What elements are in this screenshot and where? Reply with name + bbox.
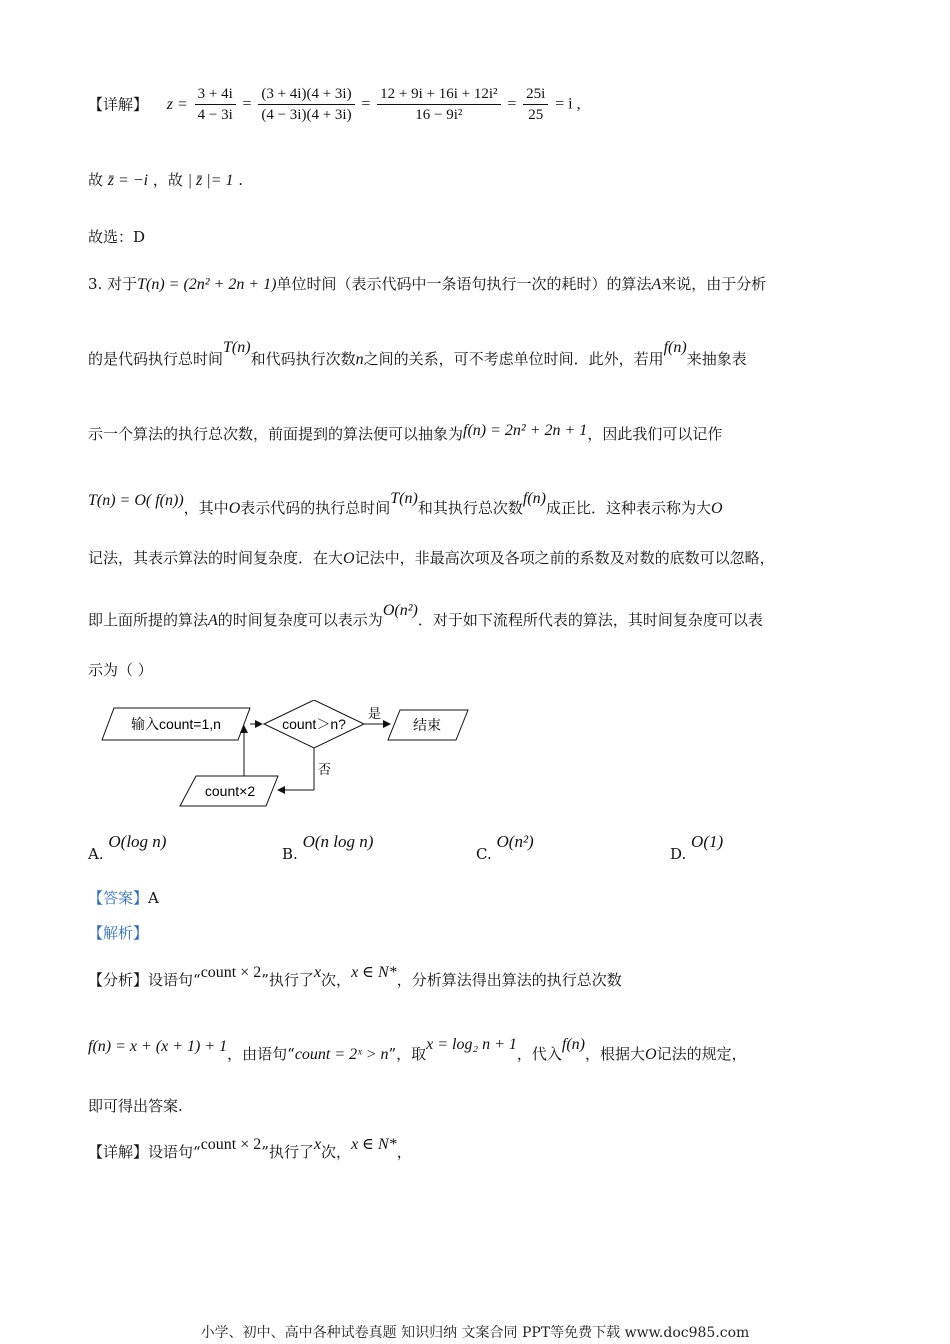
equals-sign: = bbox=[242, 95, 252, 113]
text: 次， bbox=[321, 1143, 352, 1161]
analysis-line-2 bbox=[88, 1036, 747, 1065]
answer-choice: 故选：D bbox=[88, 228, 146, 246]
option-label: A. bbox=[88, 845, 104, 863]
option-label: B. bbox=[282, 845, 298, 863]
answer-line bbox=[88, 888, 159, 908]
text: 的时间复杂度可以表示为 bbox=[217, 611, 383, 629]
math: O bbox=[228, 500, 241, 517]
text: 单位时间（表示代码中一条语句执行一次的耗时）的算法 bbox=[276, 275, 652, 293]
q3-line-7: 示为（ ） bbox=[88, 661, 153, 679]
no-label: 否 bbox=[318, 763, 332, 778]
math: f(n) = 2n² + 2n + 1 bbox=[463, 422, 588, 439]
flowchart bbox=[100, 700, 480, 810]
text: ，代入 bbox=[516, 1045, 562, 1063]
text: 【分析】 bbox=[88, 971, 149, 989]
result: = i , bbox=[555, 95, 581, 113]
text: ，因此我们可以记作 bbox=[587, 425, 723, 443]
math: T(n) bbox=[223, 339, 251, 356]
text: 记法，其表示算法的时间复杂度．在大 bbox=[88, 549, 344, 567]
text: 即上面所提的算法 bbox=[88, 611, 209, 629]
option-b[interactable] bbox=[282, 832, 374, 863]
option-label: D. bbox=[670, 845, 687, 863]
math: O bbox=[343, 550, 355, 567]
input-label: 输入count=1,n bbox=[131, 716, 221, 732]
fraction-1: $\frac{3 + 4i}{4 - 3i}$ bbox=[195, 84, 236, 125]
q3-line-5 bbox=[88, 548, 775, 569]
end-label: 结束 bbox=[413, 718, 441, 734]
page-footer: 小学、初中、高中各种试卷真题 知识归纳 文案合同 PPT等免费下载 www.doc985.com bbox=[200, 1325, 750, 1341]
analysis-line-1 bbox=[88, 964, 622, 991]
math: f(n) bbox=[561, 1036, 585, 1053]
option-d[interactable] bbox=[670, 832, 724, 863]
math: O bbox=[710, 500, 723, 517]
text: 和其执行总次数 bbox=[417, 499, 523, 517]
math: x bbox=[313, 964, 322, 981]
text: 来抽象表 bbox=[686, 350, 747, 368]
text: 成正比．这种表示称为大 bbox=[545, 499, 711, 517]
math: O bbox=[645, 1046, 657, 1063]
math: A bbox=[651, 276, 662, 293]
answer-label: 【答案】 bbox=[88, 889, 149, 907]
option-expr: O(n²) bbox=[496, 832, 534, 851]
answer-value: A bbox=[148, 889, 159, 907]
math: count × 2 bbox=[200, 1136, 262, 1153]
q3-line-3 bbox=[88, 424, 722, 445]
math: x = log₂ n + 1 bbox=[426, 1036, 517, 1053]
math: T(n) bbox=[390, 490, 418, 507]
q3-line-2 bbox=[88, 339, 747, 370]
text: 设语句“ bbox=[148, 971, 201, 989]
option-c[interactable] bbox=[476, 832, 534, 863]
q3-line-4 bbox=[88, 490, 723, 519]
text: ，分析算法得出算法的执行总次数 bbox=[396, 971, 622, 989]
math: count = 2ˣ > n bbox=[294, 1046, 389, 1063]
math: T(n) = O( f(n)) bbox=[88, 492, 184, 509]
option-expr: O(n log n) bbox=[302, 832, 374, 851]
text: 来说，由于分析 bbox=[661, 275, 767, 293]
option-expr: O(1) bbox=[691, 832, 724, 851]
option-a[interactable] bbox=[88, 832, 167, 863]
detail-label: 【详解】 bbox=[88, 95, 149, 114]
math: f(n) bbox=[663, 339, 687, 356]
text: ，故 bbox=[152, 171, 183, 189]
detail-equation-line bbox=[88, 84, 581, 125]
math: x ∈ N* bbox=[351, 964, 397, 981]
math: count × 2 bbox=[200, 964, 262, 981]
text: 记法中，非最高次项及各项之前的系数及对数的底数可以忽略， bbox=[354, 549, 775, 567]
equals-sign: = bbox=[507, 95, 517, 113]
option-label: C. bbox=[476, 845, 492, 863]
z-lhs: z = bbox=[166, 95, 188, 113]
math-abs: | z̄ |= 1 bbox=[187, 172, 234, 189]
text: ”，取 bbox=[388, 1045, 427, 1063]
math: n bbox=[355, 351, 364, 368]
analysis-line-3: 即可得出答案. bbox=[88, 1097, 183, 1115]
text: ．对于如下流程所代表的算法，其时间复杂度可以表 bbox=[417, 611, 763, 629]
text: 故 bbox=[88, 171, 104, 189]
condition-label: count＞n? bbox=[282, 716, 346, 732]
text: 的是代码执行总时间 bbox=[88, 350, 224, 368]
fraction-4: $\frac{25i}{25}$ bbox=[523, 84, 548, 125]
fraction-3: $\frac{\text{12 + 9i + 16i + 12i²}}{\text{16 − 9i²}}$ bbox=[377, 84, 500, 125]
text: 【详解】 bbox=[88, 1143, 149, 1161]
text: 示一个算法的执行总次数，前面提到的算法便可以抽象为 bbox=[88, 425, 464, 443]
text: 记法的规定， bbox=[656, 1045, 747, 1063]
math: O(n²) bbox=[382, 602, 418, 619]
text: ”执行了 bbox=[261, 1143, 314, 1161]
q3-line-6 bbox=[88, 602, 763, 631]
text: 3. 对于 bbox=[88, 275, 138, 293]
yes-label: 是 bbox=[368, 707, 382, 722]
math-conj: z̄ = −i bbox=[107, 172, 149, 189]
text: ，根据大 bbox=[584, 1045, 645, 1063]
text: ”执行了 bbox=[261, 971, 314, 989]
loop-label: count×2 bbox=[204, 783, 256, 799]
q3-line-1 bbox=[88, 274, 766, 295]
text: 和代码执行次数 bbox=[250, 350, 356, 368]
detail2-line bbox=[88, 1136, 412, 1163]
equals-sign: = bbox=[361, 95, 371, 113]
text: 之间的关系，可不考虑单位时间．此外，若用 bbox=[363, 350, 664, 368]
math: f(n) = x + (x + 1) + 1 bbox=[88, 1038, 228, 1055]
math: x ∈ N* bbox=[351, 1136, 397, 1153]
text: ， bbox=[396, 1143, 412, 1161]
text: 设语句“ bbox=[148, 1143, 201, 1161]
analysis-label: 【解析】 bbox=[88, 924, 149, 942]
math: x bbox=[313, 1136, 322, 1153]
text: 表示代码的执行总时间 bbox=[240, 499, 391, 517]
option-expr: O(log n) bbox=[108, 832, 167, 851]
text: ，其中 bbox=[183, 499, 229, 517]
text: ，由语句“ bbox=[227, 1045, 295, 1063]
text: . bbox=[238, 171, 244, 189]
math: A bbox=[208, 612, 218, 629]
math: T(n) = (2n² + 2n + 1) bbox=[137, 276, 277, 293]
math: f(n) bbox=[522, 490, 546, 507]
text: 次， bbox=[321, 971, 352, 989]
conjugate-line bbox=[88, 170, 243, 191]
fraction-2: $\frac{(3 + 4i)(4 + 3i)}{(4 - 3i)(4 + 3i)}$ bbox=[258, 84, 354, 125]
